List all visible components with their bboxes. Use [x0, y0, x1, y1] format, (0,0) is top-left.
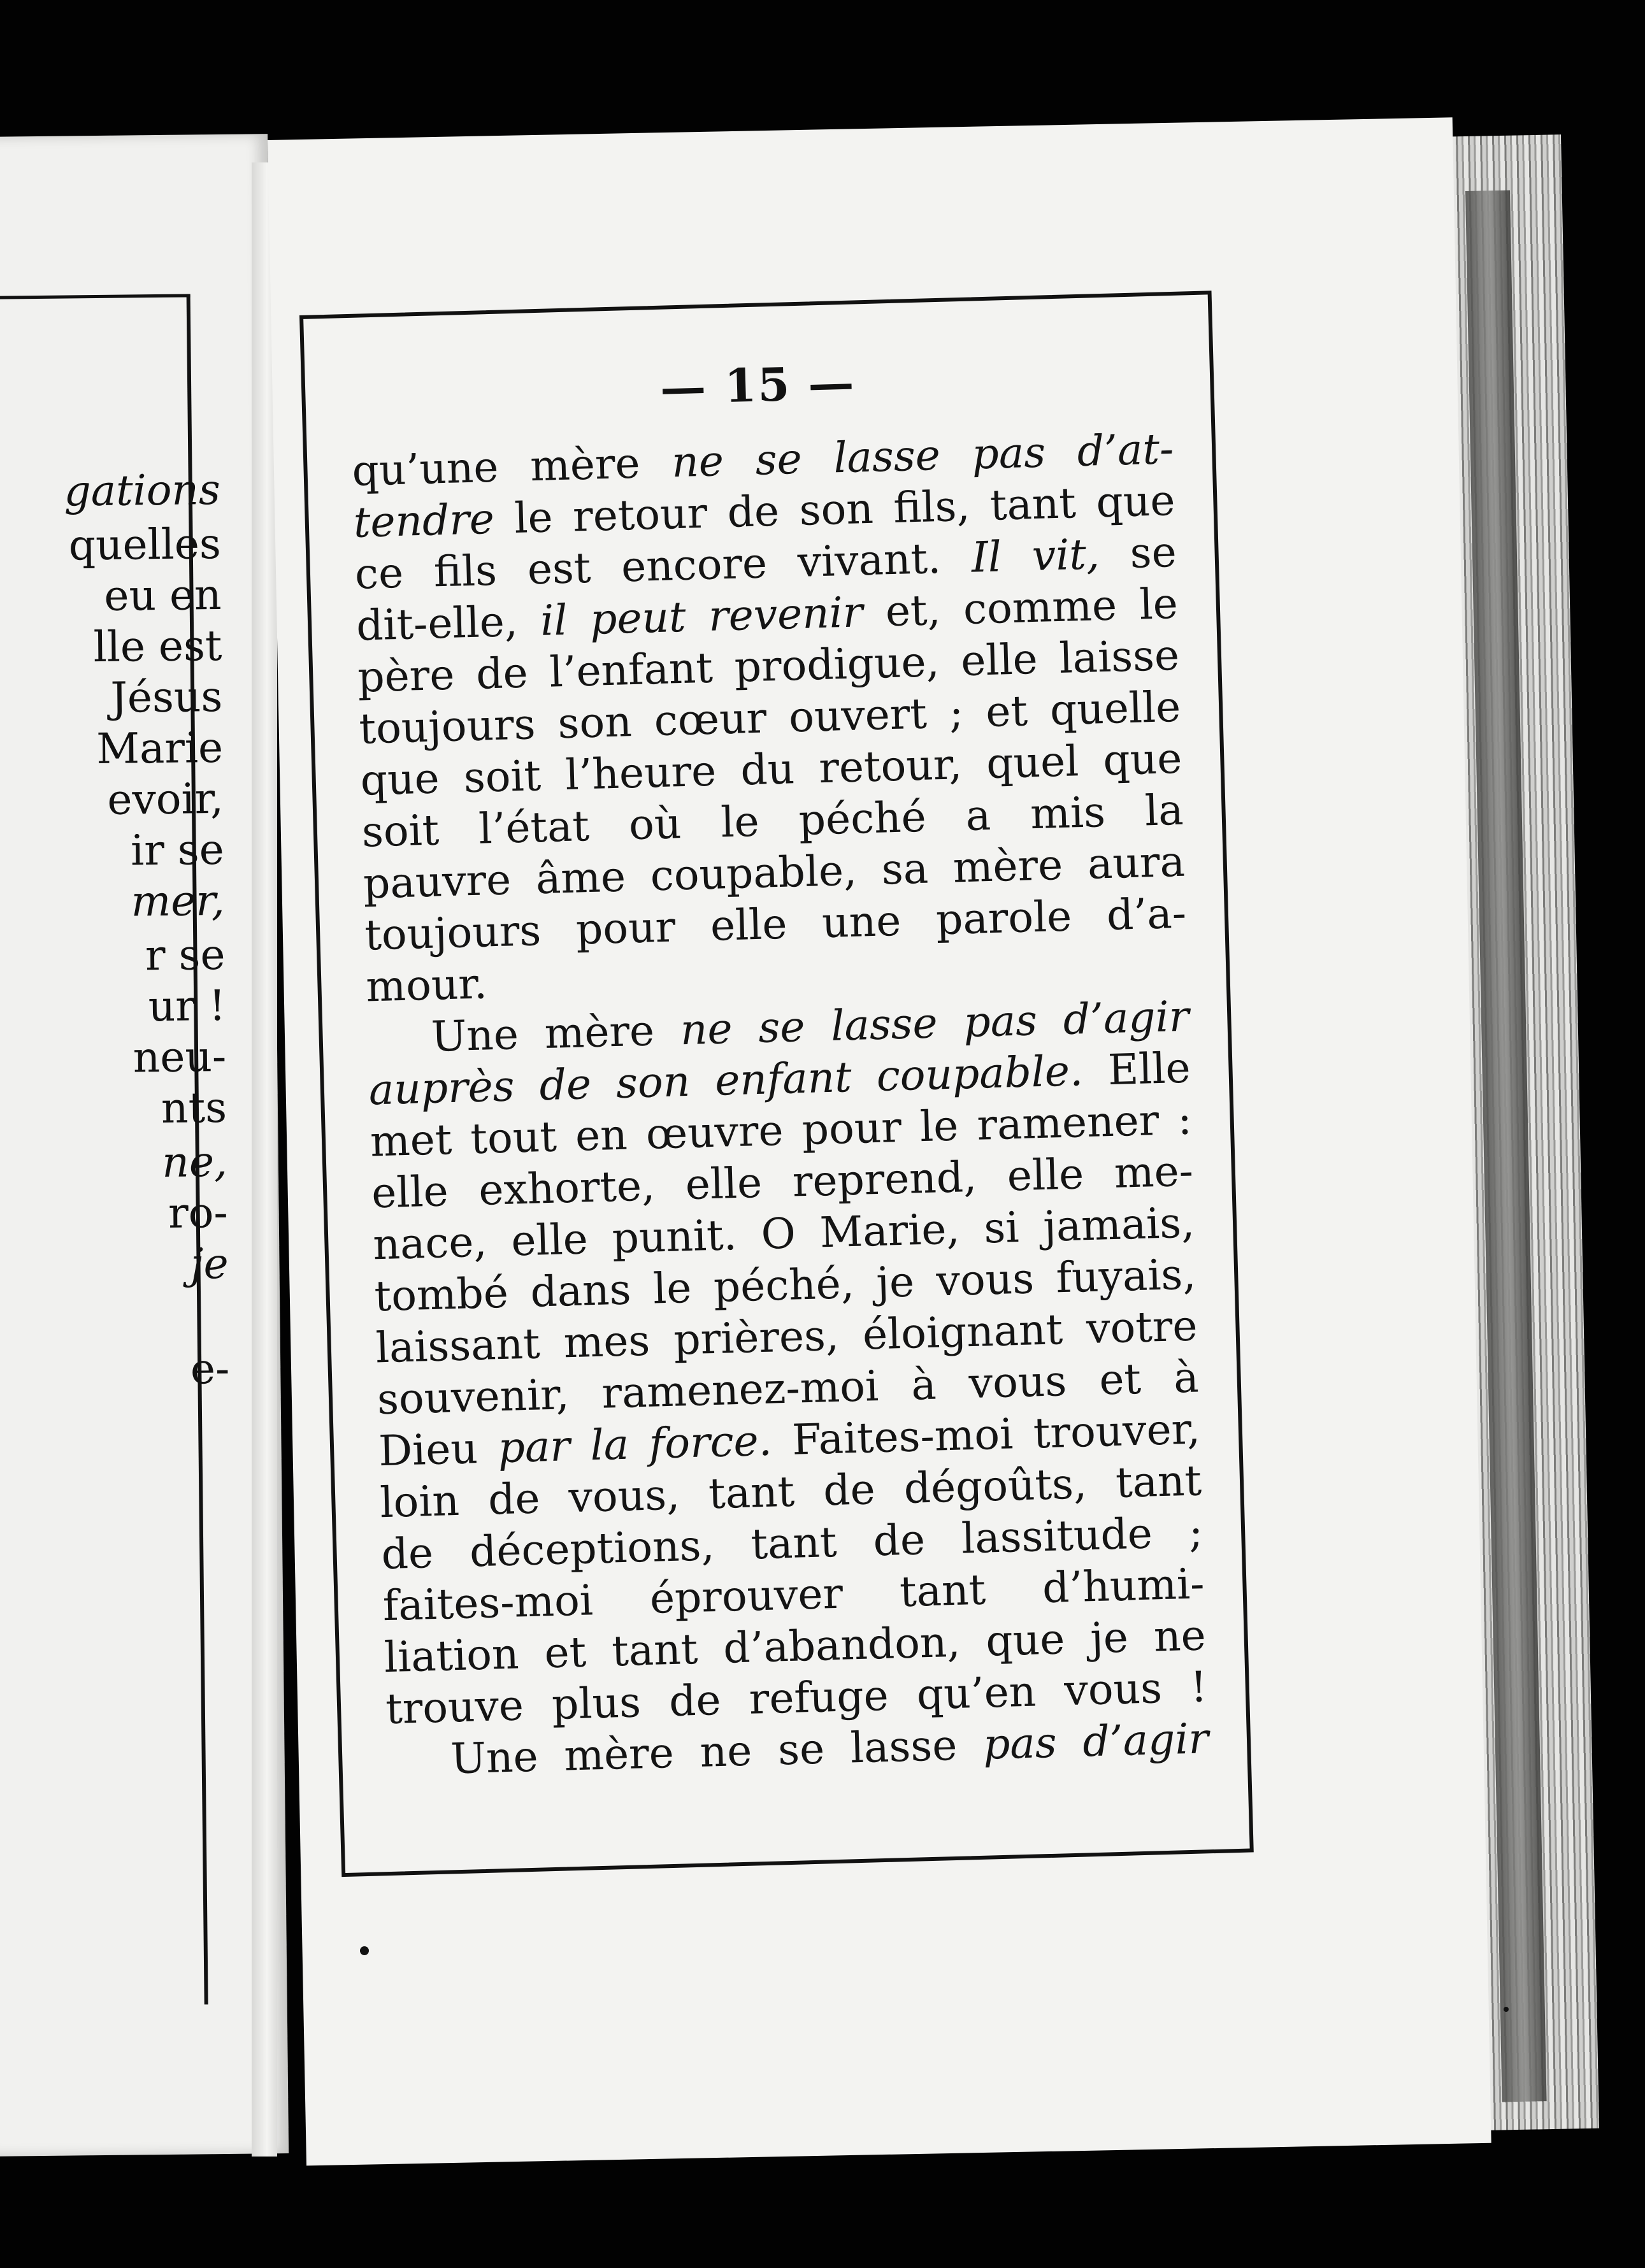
- word: :: [1177, 1095, 1193, 1145]
- word: si: [983, 1202, 1020, 1253]
- word: toujours: [358, 700, 536, 754]
- word: que: [359, 754, 440, 805]
- word: de: [872, 1515, 926, 1566]
- word: éloignant: [861, 1305, 1064, 1360]
- word: dit-elle,: [356, 596, 519, 650]
- left-page-fragment: mer,: [131, 875, 225, 926]
- word: revenir: [708, 587, 864, 641]
- word: âme: [535, 852, 626, 904]
- word: d’agir: [1082, 1714, 1209, 1767]
- word: Une: [430, 1010, 519, 1061]
- word: sa: [880, 843, 930, 894]
- word: du: [740, 744, 796, 795]
- word: tant: [750, 1517, 838, 1569]
- word: éprouver: [649, 1568, 844, 1623]
- word: tombé: [373, 1268, 509, 1321]
- word: met: [370, 1115, 453, 1166]
- word: fils,: [893, 481, 971, 533]
- word: œuvre: [645, 1105, 784, 1159]
- word: se: [758, 1001, 806, 1052]
- word: quelle: [1049, 682, 1182, 735]
- word: loin: [379, 1475, 460, 1528]
- word: vit,: [1031, 529, 1100, 581]
- page-number: — 15 —: [659, 355, 856, 415]
- word: son: [557, 697, 633, 749]
- word: lasse: [849, 1720, 958, 1773]
- word: reprend,: [791, 1152, 978, 1207]
- word: pas: [971, 427, 1046, 479]
- word: d’humi-: [1042, 1559, 1205, 1613]
- word: déceptions,: [469, 1521, 715, 1577]
- word: son: [798, 484, 874, 535]
- word: lassitude: [961, 1509, 1153, 1563]
- word: mes: [563, 1316, 651, 1368]
- word: l’heure: [564, 746, 717, 800]
- word: se: [754, 434, 803, 485]
- word: il: [540, 595, 568, 645]
- word: elle: [709, 899, 788, 951]
- word: !: [1189, 1662, 1208, 1712]
- word: Faites-moi: [791, 1409, 1014, 1465]
- word: je: [1089, 1612, 1129, 1663]
- word: pas: [982, 1718, 1058, 1769]
- word: et: [1098, 1354, 1142, 1405]
- word: l’enfant: [549, 643, 714, 697]
- word: lasse: [833, 430, 941, 483]
- word: son: [615, 1056, 691, 1108]
- word: tant: [1115, 1456, 1202, 1508]
- word: laisse: [1058, 630, 1180, 683]
- word: vous,: [568, 1470, 681, 1523]
- word: force.: [648, 1416, 773, 1468]
- word: que: [1102, 733, 1183, 786]
- word: coupable.: [875, 1046, 1084, 1101]
- left-page-fragment: Jésus: [110, 671, 223, 722]
- word: faites-moi: [382, 1575, 594, 1631]
- word: l’état: [478, 801, 590, 854]
- word: Dieu: [378, 1424, 478, 1476]
- word: coupable,: [649, 845, 858, 901]
- word: a: [965, 790, 992, 840]
- word: qu’une: [351, 442, 499, 496]
- word: peut: [589, 592, 687, 644]
- word: ne: [679, 1004, 733, 1055]
- word: le: [720, 796, 760, 847]
- word: elle: [510, 1214, 589, 1266]
- word: mère: [563, 1728, 675, 1781]
- word: et: [985, 686, 1028, 737]
- word: pas: [963, 996, 1038, 1047]
- word: enfant: [714, 1052, 852, 1105]
- word: de: [475, 648, 529, 699]
- word: tendre: [352, 494, 495, 547]
- word: liation: [383, 1629, 520, 1683]
- word: est: [526, 543, 592, 594]
- word: de: [487, 1474, 541, 1525]
- word: trouve: [385, 1681, 524, 1734]
- word: de: [822, 1465, 876, 1516]
- word: ramener: [976, 1095, 1160, 1150]
- word: Elle: [1107, 1043, 1191, 1095]
- word: péché: [798, 792, 927, 845]
- word: de: [726, 486, 780, 537]
- word: toujours: [364, 906, 542, 960]
- left-page-fragment: r se: [145, 929, 226, 980]
- word: prières,: [673, 1310, 840, 1365]
- word: vivant.: [796, 533, 942, 587]
- word: encore: [621, 538, 768, 592]
- word: et,: [884, 585, 942, 636]
- left-page-fragment: neu-: [133, 1031, 227, 1082]
- word: vous: [935, 1254, 1035, 1306]
- word: père: [357, 650, 456, 702]
- word: mis: [1030, 787, 1106, 839]
- word: que: [1095, 475, 1176, 528]
- word: ne: [671, 436, 724, 487]
- word: retour: [572, 488, 708, 542]
- word: d’at-: [1076, 424, 1175, 477]
- word: elle: [960, 634, 1038, 686]
- word: Une: [450, 1732, 539, 1784]
- word: ;: [1188, 1507, 1204, 1557]
- word: que: [985, 1614, 1066, 1666]
- word: votre: [1086, 1301, 1198, 1354]
- word: ne: [699, 1726, 753, 1777]
- word: Marie,: [819, 1204, 961, 1258]
- word: en: [575, 1110, 628, 1161]
- word: le: [1139, 578, 1179, 629]
- left-page-fragment: evoir,: [107, 773, 224, 824]
- body-text: [352, 423, 1209, 1786]
- word: par: [497, 1421, 571, 1473]
- word: parole: [935, 891, 1073, 945]
- word: elle: [1006, 1149, 1085, 1201]
- word: aura: [1086, 836, 1186, 889]
- word: comme: [963, 580, 1117, 634]
- word: Il: [970, 532, 1002, 582]
- word: dégoûts,: [903, 1459, 1088, 1513]
- word: tout: [470, 1112, 557, 1164]
- word: ouvert: [788, 689, 928, 742]
- word: où: [628, 799, 682, 850]
- word: elle: [684, 1158, 763, 1210]
- word: mère: [952, 840, 1064, 893]
- word: d’abandon,: [722, 1617, 961, 1673]
- word: retour,: [818, 740, 963, 793]
- left-page-fragment: ne,: [161, 1137, 228, 1188]
- word: prodigue,: [733, 637, 940, 692]
- right-page-text-frame: [299, 291, 1254, 1877]
- word: la: [1144, 785, 1184, 836]
- word: vous: [968, 1356, 1068, 1409]
- word: fils: [433, 545, 498, 597]
- word: punit.: [611, 1210, 738, 1263]
- left-page-fragment: quelles: [68, 519, 222, 570]
- word: une: [821, 896, 902, 948]
- left-page-fragment: lle est: [93, 621, 222, 672]
- word: ;: [948, 688, 965, 738]
- word: tant: [611, 1624, 699, 1676]
- word: à: [1173, 1353, 1200, 1403]
- word: pour: [801, 1102, 902, 1155]
- word: de: [668, 1675, 722, 1726]
- word: péché,: [712, 1259, 855, 1312]
- word: d’agir: [1062, 991, 1190, 1044]
- word: vous: [1063, 1663, 1163, 1716]
- left-page-fragment: nts: [161, 1082, 227, 1133]
- word: jamais,: [1042, 1198, 1196, 1251]
- word: tant: [989, 478, 1077, 530]
- word: se: [1129, 527, 1177, 578]
- left-page-fragment: gations: [64, 464, 221, 516]
- word: le: [919, 1101, 959, 1152]
- word: je: [875, 1257, 915, 1308]
- word: lasse: [830, 998, 938, 1051]
- ink-speck: [1504, 2007, 1509, 2012]
- word: de: [380, 1528, 434, 1579]
- word: quel: [986, 736, 1080, 789]
- ink-speck: [360, 1946, 369, 1955]
- word: me-: [1113, 1146, 1194, 1198]
- word: O: [760, 1209, 796, 1259]
- left-page-fragment: eu en: [104, 570, 222, 621]
- word: de: [538, 1059, 592, 1110]
- word: mère: [543, 1006, 656, 1058]
- left-page-fragment: ur !: [148, 980, 226, 1031]
- word: tant: [708, 1467, 796, 1519]
- word: à: [910, 1360, 937, 1410]
- word: cœur: [653, 693, 768, 746]
- word: pauvre: [363, 855, 512, 908]
- word: se: [777, 1724, 826, 1775]
- word: exhorte,: [478, 1161, 656, 1215]
- word: nace,: [372, 1217, 488, 1270]
- word: tant: [899, 1565, 987, 1617]
- word: soit: [463, 751, 542, 803]
- word: et: [543, 1627, 587, 1678]
- word: la: [589, 1419, 630, 1470]
- word: souvenir,: [377, 1370, 570, 1425]
- left-page-text-fragments: [0, 134, 268, 1394]
- word: refuge: [748, 1670, 889, 1724]
- word: ne: [1153, 1611, 1207, 1662]
- word: ramenez-moi: [601, 1361, 880, 1418]
- word: le: [514, 492, 554, 543]
- word: fuyais,: [1055, 1249, 1197, 1303]
- left-page-fragment: e-: [190, 1344, 230, 1394]
- left-page-fragment: Marie: [96, 722, 224, 774]
- word: elle: [371, 1166, 449, 1218]
- word: mère: [529, 438, 641, 491]
- word: ce: [354, 548, 405, 599]
- word: le: [652, 1263, 693, 1314]
- left-page-fragment: je: [190, 1238, 229, 1289]
- word: mour.: [365, 959, 488, 1012]
- left-page-fragment: ro-: [168, 1188, 229, 1238]
- word: trouver,: [1032, 1404, 1201, 1458]
- word: pour: [575, 902, 677, 954]
- word: plus: [551, 1677, 642, 1730]
- word: d’a-: [1106, 888, 1187, 940]
- word: qu’en: [916, 1667, 1037, 1719]
- word: dans: [529, 1265, 632, 1317]
- word: auprès: [368, 1061, 515, 1115]
- left-page: [0, 134, 289, 2157]
- left-page-fragment: ir se: [130, 824, 225, 875]
- word: laissant: [375, 1319, 541, 1373]
- word: soit: [361, 805, 440, 857]
